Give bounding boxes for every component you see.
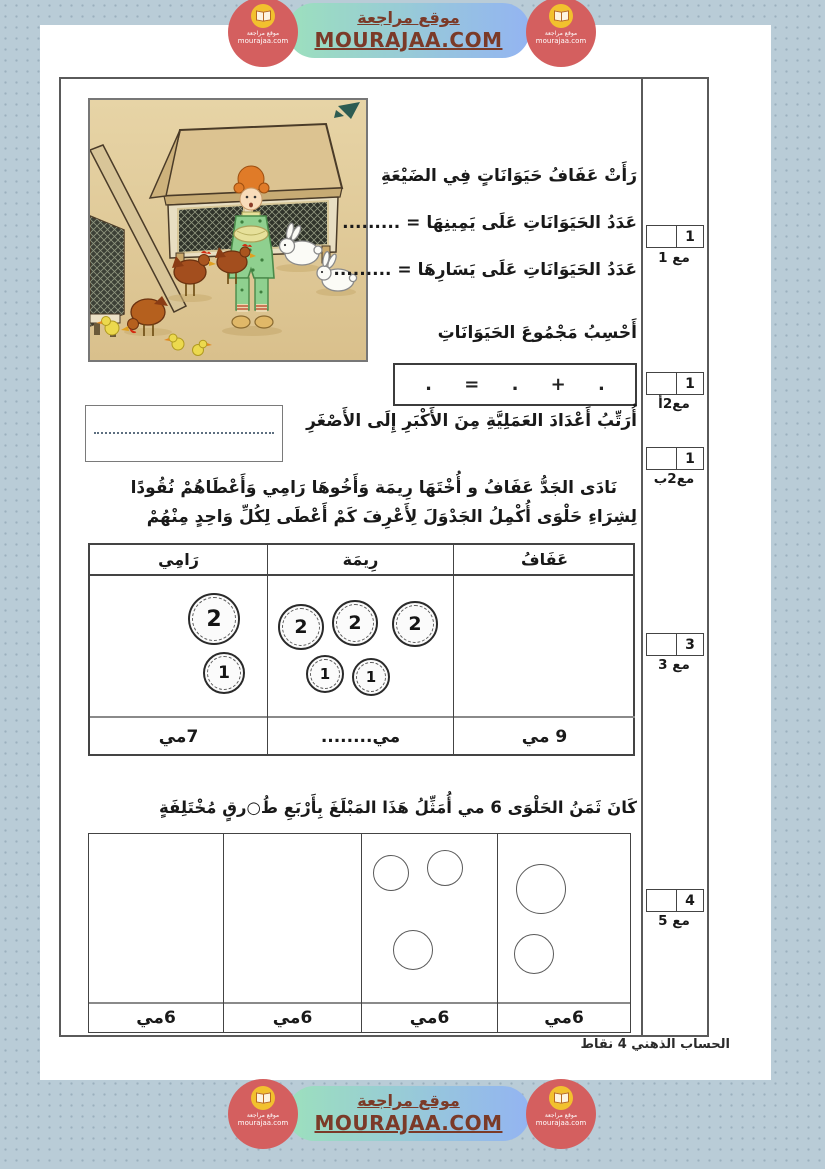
- empty-coin-circle: [393, 930, 433, 970]
- question-order: أُرَتِّبُ أَعْدَادَ العَمَلِيَّةِ مِنَ الأَكْبَرِ إِلَى الأَصْغَرِ: [306, 411, 637, 431]
- book-icon: [251, 1086, 275, 1110]
- dotted-answer-line: [94, 432, 274, 434]
- empty-coin-circle: [514, 934, 554, 974]
- column-header-rami: رَامِي: [90, 545, 267, 576]
- site-link-url[interactable]: MOURAJAA.COM: [314, 27, 503, 52]
- ways-table: [88, 833, 631, 1033]
- mental-math-note: الحساب الذهني 4 نقاط: [580, 1037, 730, 1052]
- grade-score-cell[interactable]: [647, 226, 676, 247]
- ways-amount-3: 6مي: [362, 1002, 497, 1032]
- afaf-total: 9 مي: [454, 716, 635, 756]
- grade-box-3: [646, 447, 704, 470]
- ways-cell-4[interactable]: [498, 834, 630, 1002]
- empty-coin-circle: [373, 855, 409, 891]
- column-header-afaf: عَفَافُ: [454, 545, 635, 576]
- logo-text-domain: mourajaa.com: [535, 37, 587, 45]
- question-ways: كَانَ ثَمَنُ الحَلْوَى 6 مي أُمَثِّلُ هَذَا المَبْلَغَ بِأَرْبَعِ طُ○رقٍ مُخْتَلِفَةٍ: [159, 798, 637, 817]
- empty-coin-circle: [516, 864, 566, 914]
- rima-total[interactable]: مي........: [268, 716, 453, 756]
- site-logo: [526, 1079, 596, 1149]
- grade-max-value: 3: [676, 634, 703, 655]
- site-link-url[interactable]: MOURAJAA.COM: [314, 1110, 503, 1135]
- site-link-arabic[interactable]: موقع مراجعة: [357, 8, 460, 28]
- grade-label-4: مع 3: [658, 657, 690, 673]
- coin-1: 1: [352, 658, 390, 696]
- grade-score-cell[interactable]: [647, 373, 676, 394]
- logo-text-ar: موقع مراجعة: [246, 1112, 280, 1119]
- ways-cell-1[interactable]: [89, 834, 223, 1002]
- grade-score-cell[interactable]: [647, 634, 676, 655]
- grade-max-value: 1: [676, 448, 703, 469]
- question-animals-left: عَدَدُ الحَيَوَانَاتِ عَلَى يَسَارِهَا = .........: [333, 260, 637, 280]
- ways-cell-3[interactable]: [362, 834, 497, 1002]
- book-icon: [549, 1086, 573, 1110]
- book-icon: [549, 4, 573, 28]
- grade-label-2: مع2أ: [658, 396, 690, 412]
- coin-2: 2: [188, 593, 240, 645]
- grade-max-value: 1: [676, 373, 703, 394]
- equation-answer-box[interactable]: [393, 363, 637, 406]
- grade-box-2: [646, 372, 704, 395]
- book-icon: [251, 4, 275, 28]
- grade-label-1: مع 1: [658, 250, 690, 266]
- ways-amount-1: 6مي: [89, 1002, 223, 1032]
- ways-cell-2[interactable]: [224, 834, 361, 1002]
- site-logo: [526, 0, 596, 67]
- logo-text-ar: موقع مراجعة: [544, 1112, 578, 1119]
- grade-box-4: [646, 633, 704, 656]
- coin-2: 2: [278, 604, 324, 650]
- logo-text-domain: mourajaa.com: [237, 37, 289, 45]
- site-banner: [287, 3, 530, 58]
- margin-separator: [641, 77, 643, 1035]
- coin-1: 1: [203, 652, 245, 694]
- site-logo: [228, 1079, 298, 1149]
- question-animals-right: عَدَدُ الحَيَوَانَاتِ عَلَى يَمِينِهَا = .........: [342, 213, 637, 233]
- order-answer-box[interactable]: [85, 405, 283, 462]
- question-sum: أَحْسِبُ مَجْمُوعَ الحَيَوَانَاتِ: [437, 323, 637, 343]
- site-logo: [228, 0, 298, 67]
- money-table: [88, 543, 635, 756]
- story-paragraph-line1: نَادَى الجَدُّ عَفَافُ و أُخْتَهَا رِيمَة وَأَخُوهَا رَامِي وَأَعْطَاهُمْ نُقُودًا: [130, 478, 617, 498]
- coin-1: 1: [306, 655, 344, 693]
- afaf-coins-cell[interactable]: [454, 576, 635, 716]
- grade-box-5: [646, 889, 704, 912]
- logo-text-ar: موقع مراجعة: [246, 30, 280, 37]
- rami-total: 7مي: [90, 716, 267, 756]
- column-header-rima: رِيمَة: [268, 545, 453, 576]
- farm-scene-illustration: [88, 98, 368, 362]
- grade-score-cell[interactable]: [647, 448, 676, 469]
- logo-text-ar: موقع مراجعة: [544, 30, 578, 37]
- grade-max-value: 4: [676, 890, 703, 911]
- empty-coin-circle: [427, 850, 463, 886]
- coin-2: 2: [332, 600, 378, 646]
- rami-coins-cell: [90, 576, 267, 716]
- logo-text-domain: mourajaa.com: [237, 1119, 289, 1127]
- rima-coins-cell: [268, 576, 453, 716]
- grade-label-3: مع2ب: [653, 471, 695, 487]
- grade-box-1: [646, 225, 704, 248]
- grade-label-5: مع 5: [658, 913, 690, 929]
- ways-amount-4: 6مي: [498, 1002, 630, 1032]
- grade-score-cell[interactable]: [647, 890, 676, 911]
- site-banner: [287, 1086, 530, 1141]
- story-paragraph-line2: لِشِرَاءِ حَلْوَى أُكْمِلُ الجَدْوَلَ لِأَعْرِفَ كَمْ أَعْطَى لِكُلِّ وَاحِدٍ مِنْهُمْ: [146, 507, 637, 527]
- equation-placeholder: . = . + .: [425, 374, 605, 395]
- grade-max-value: 1: [676, 226, 703, 247]
- logo-text-domain: mourajaa.com: [535, 1119, 587, 1127]
- ways-amount-2: 6مي: [224, 1002, 361, 1032]
- coin-2: 2: [392, 601, 438, 647]
- site-link-arabic[interactable]: موقع مراجعة: [357, 1091, 460, 1111]
- question-intro: رَأَتْ عَفَافُ حَيَوَانَاتٍ فِي الضَيْعَةِ: [380, 166, 637, 186]
